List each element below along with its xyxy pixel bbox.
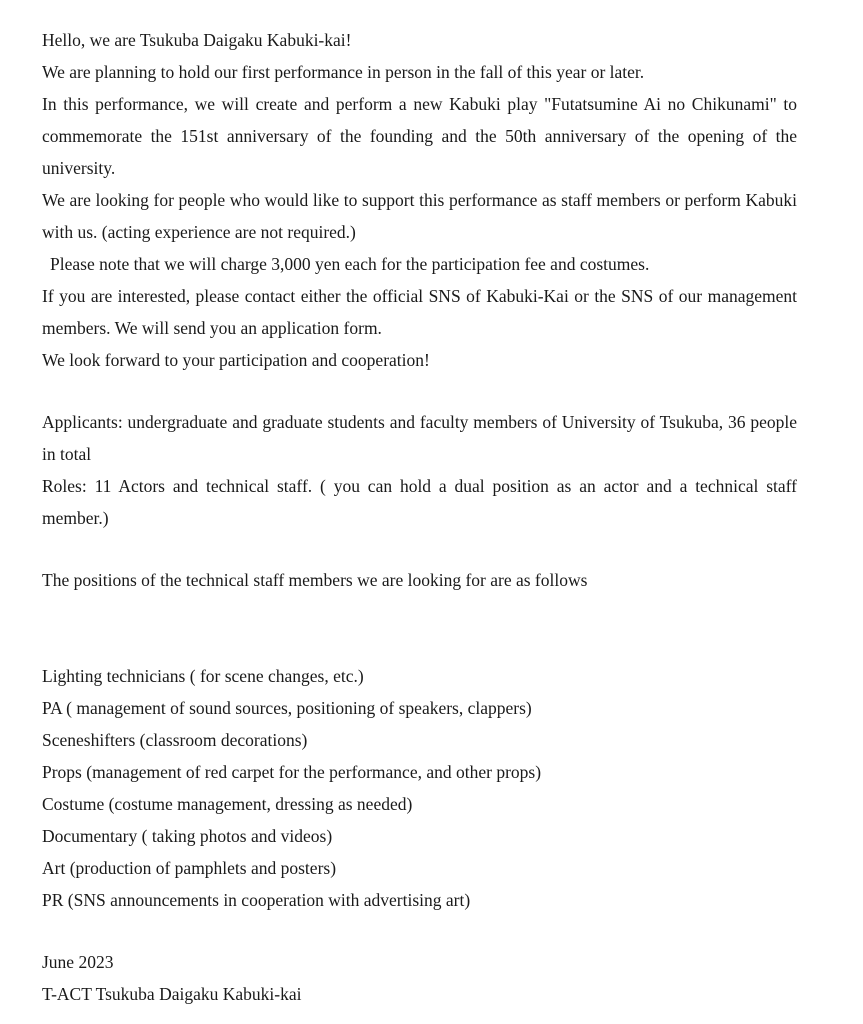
positions-list xyxy=(42,660,797,916)
list-item: Art (production of pamphlets and posters) xyxy=(42,858,337,878)
list-item: PA ( management of sound sources, positioning of speakers, clappers) xyxy=(42,698,532,718)
greeting-line: Hello, we are Tsukuba Daigaku Kabuki-kai! xyxy=(42,30,352,50)
positions-heading: The positions of the technical staff members we are looking for are as follows xyxy=(42,570,588,590)
list-item: Props (management of red carpet for the performance, and other props) xyxy=(42,762,542,782)
list-item: Sceneshifters (classroom decorations) xyxy=(42,730,308,750)
performance-paragraph: In this performance, we will create and perform a new Kabuki play "Futatsumine Ai no Chikunami" to commemorate the 151st anniversary of the founding and the 50th anniversary of the opening of the university. xyxy=(42,94,797,178)
applicants-paragraph: Applicants: undergraduate and graduate students and faculty members of University of Tsukuba, 36 people in total xyxy=(42,412,797,464)
signature-date: June 2023 xyxy=(42,952,114,972)
announcement-document xyxy=(42,24,797,1010)
list-item: PR (SNS announcements in cooperation with advertising art) xyxy=(42,890,471,910)
signature-organization: T-ACT Tsukuba Daigaku Kabuki-kai xyxy=(42,984,302,1004)
list-item: Lighting technicians ( for scene changes, etc.) xyxy=(42,666,364,686)
roles-paragraph: Roles: 11 Actors and technical staff. ( you can hold a dual position as an actor and a technical staff member.) xyxy=(42,476,797,528)
contact-paragraph: If you are interested, please contact either the official SNS of Kabuki-Kai or the SNS of our management members. We will send you an application form. xyxy=(42,286,797,338)
list-item: Documentary ( taking photos and videos) xyxy=(42,826,333,846)
list-item: Costume (costume management, dressing as needed) xyxy=(42,794,413,814)
closing-line: We look forward to your participation and cooperation! xyxy=(42,350,430,370)
fee-note: Please note that we will charge 3,000 yen each for the participation fee and costumes. xyxy=(50,254,650,274)
recruiting-paragraph: We are looking for people who would like to support this performance as staff members or perform Kabuki with us. (acting experience are not required.) xyxy=(42,190,797,242)
intro-line: We are planning to hold our first performance in person in the fall of this year or later. xyxy=(42,62,645,82)
